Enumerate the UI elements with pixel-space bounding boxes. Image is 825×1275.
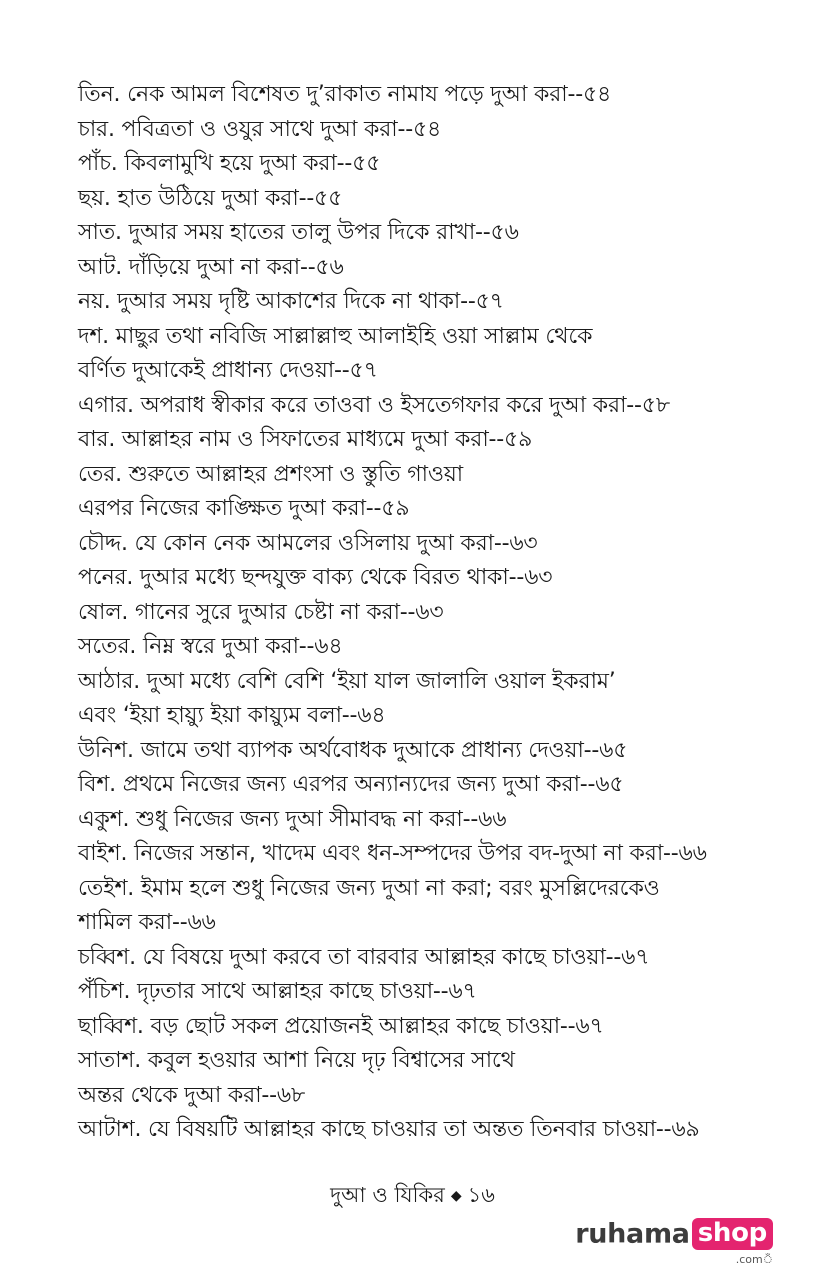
- watermark-brand-box: shop: [692, 1218, 773, 1250]
- diamond-separator-icon: ◆: [450, 1188, 462, 1204]
- table-of-contents: [78, 78, 768, 1148]
- toc-entry: বর্ণিত দুআকেই প্রাধান্য দেওয়া--৫৭: [78, 358, 378, 383]
- toc-entry: দশ. মাছুর তথা নবিজি সাল্লাল্লাহু আলাইহি ওয়া সাল্লাম থেকে: [78, 323, 593, 349]
- toc-entry: বিশ. প্রথমে নিজের জন্য এরপর অন্যান্যদের জন্য দুআ করা--৬৫: [78, 772, 624, 797]
- toc-entry: অন্তর থেকে দুআ করা--৬৮: [78, 1082, 306, 1108]
- toc-entry: পনের. দুআর মধ্যে ছন্দযুক্ত বাক্য থেকে বিরত থাকা--৬৩: [78, 565, 553, 590]
- toc-entry: এরপর নিজের কাঙ্ক্ষিত দুআ করা--৫৯: [78, 496, 410, 521]
- toc-entry: চব্বিশ. যে বিষয়ে দুআ করবে তা বারবার আল্লাহর কাছে চাওয়া--৬৭: [78, 944, 650, 970]
- toc-entry: নয়. দুআর সময় দৃষ্টি আকাশের দিকে না থাকা--৫৭: [78, 289, 504, 314]
- toc-entry: সাতাশ. কবুল হওয়ার আশা নিয়ে দৃঢ় বিশ্বাসের সাথে: [78, 1048, 515, 1073]
- toc-entry: বার. আল্লাহর নাম ও সিফাতের মাধ্যমে দুআ করা--৫৯: [78, 427, 533, 452]
- toc-entry: উনিশ. জামে তথা ব্যাপক অর্থবোধক দুআকে প্রাধান্য দেওয়া--৬৫: [78, 737, 628, 763]
- page-footer: [0, 1180, 825, 1211]
- page-number: ১৬: [467, 1183, 495, 1207]
- toc-entry: চৌদ্দ. যে কোন নেক আমলের ওসিলায় দুআ করা--৬৩: [78, 530, 538, 556]
- toc-entry: তিন. নেক আমল বিশেষত দু’রাকাত নামায পড়ে দুআ করা--৫৪: [78, 82, 612, 107]
- toc-entry: এবং ‘ইয়া হায়্যু ইয়া কায়্যুম বলা--৬৪: [78, 703, 386, 728]
- toc-entry: আঠার. দুআ মধ্যে বেশি বেশি ‘ইয়া যাল জালালি ওয়াল ইকরাম’: [78, 668, 616, 694]
- toc-entry: আট. দাঁড়িয়ে দুআ না করা--৫৬: [78, 254, 344, 280]
- toc-entry: সাত. দুআর সময় হাতের তালু উপর দিকে রাখা--৫৬: [78, 220, 519, 245]
- toc-entry: বাইশ. নিজের সন্তান, খাদেম এবং ধন-সম্পদের উপর বদ-দুআ না করা--৬৬: [78, 841, 707, 866]
- watermark-brand-left: ruhama: [575, 1218, 690, 1250]
- toc-entry: ছাব্বিশ. বড় ছোট সকল প্রয়োজনই আল্লাহর কাছে চাওয়া--৬৭: [78, 1013, 604, 1039]
- ruhamashop-watermark-logo: [575, 1218, 773, 1266]
- watermark-domain: .comঁ: [735, 1253, 773, 1266]
- toc-entry: পঁচিশ. দৃঢ়তার সাথে আল্লাহর কাছে চাওয়া--৬৭: [78, 979, 477, 1004]
- toc-entry: সতের. নিম্ন স্বরে দুআ করা--৬৪: [78, 634, 343, 659]
- toc-entry: আটাশ. যে বিষয়টি আল্লাহর কাছে চাওয়ার তা অন্তত তিনবার চাওয়া--৬৯: [78, 1117, 700, 1142]
- toc-entry: পাঁচ. কিবলামুখি হয়ে দুআ করা--৫৫: [78, 151, 381, 176]
- toc-entry: ষোল. গানের সুরে দুআর চেষ্টা না করা--৬৩: [78, 599, 444, 625]
- toc-entry: তের. শুরুতে আল্লাহর প্রশংসা ও স্তুতি গাওয়া: [78, 461, 463, 487]
- toc-entry: তেইশ. ইমাম হলে শুধু নিজের জন্য দুআ না করা; বরং মুসল্লিদেরকেও: [78, 875, 660, 901]
- toc-entry: ছয়. হাত উঠিয়ে দুআ করা--৫৫: [78, 185, 343, 211]
- toc-entry: এগার. অপরাধ স্বীকার করে তাওবা ও ইসতেগফার করে দুআ করা--৫৮: [78, 392, 670, 418]
- book-title: দুআ ও যিকির: [330, 1183, 445, 1207]
- toc-entry: চার. পবিত্রতা ও ওযুর সাথে দুআ করা--৫৪: [78, 116, 442, 142]
- toc-entry: শামিল করা--৬৬: [78, 910, 216, 935]
- toc-entry: একুশ. শুধু নিজের জন্য দুআ সীমাবদ্ধ না করা--৬৬: [78, 806, 507, 832]
